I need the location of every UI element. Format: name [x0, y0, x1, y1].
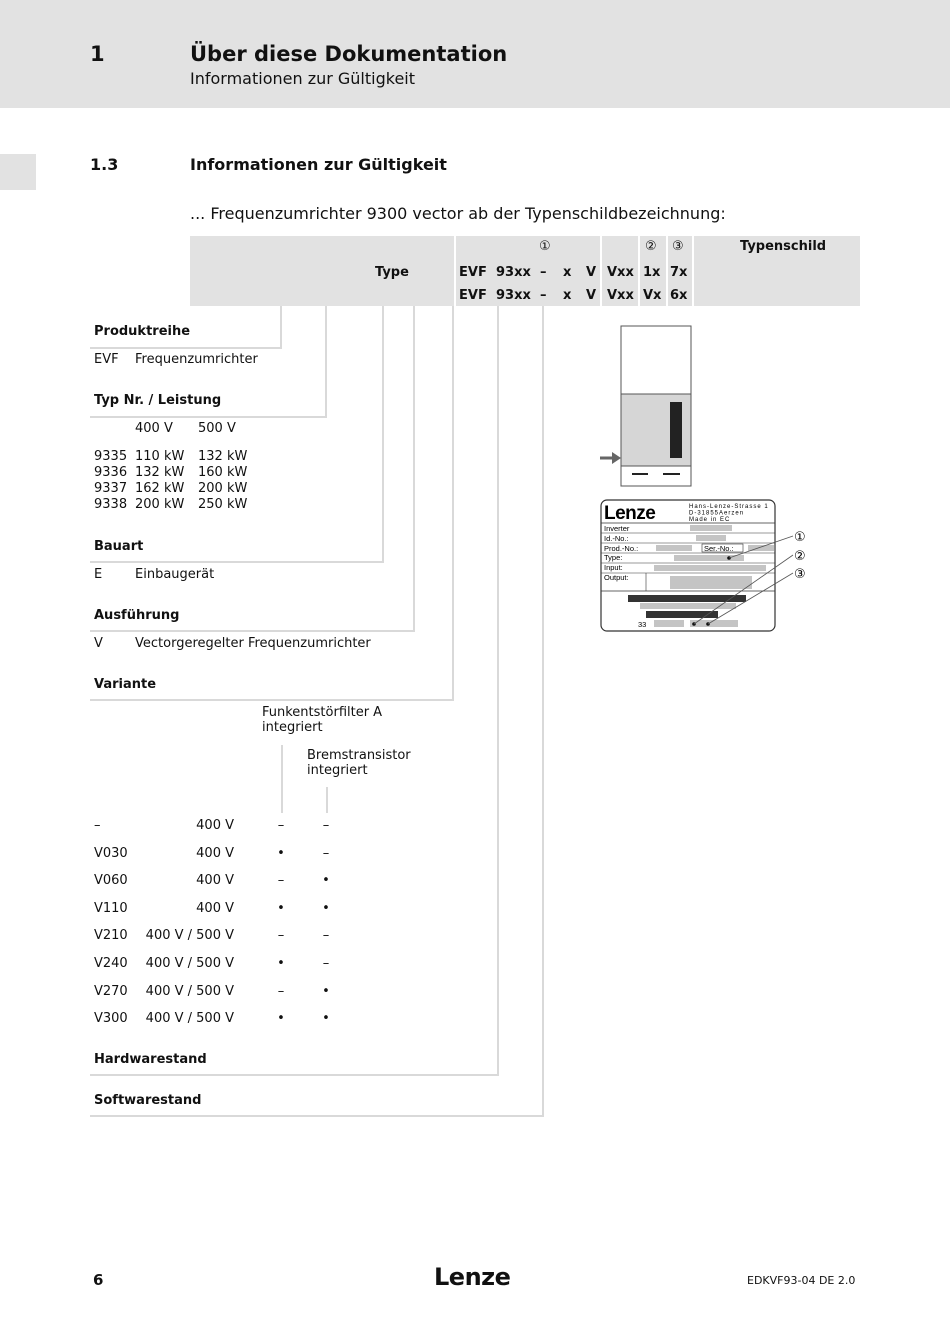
bauart-text: Einbaugerät	[135, 567, 215, 582]
variant-brake: –	[322, 956, 330, 971]
variant-filter: •	[277, 1011, 285, 1026]
typ-power-500: 132 kW	[198, 449, 248, 464]
typ-power-500: 250 kW	[198, 497, 248, 512]
nameplate-arrow-icon	[600, 452, 621, 464]
variant-voltage: 400 V / 500 V	[145, 1011, 234, 1026]
variant-code: V240	[94, 956, 128, 971]
variant-voltage: 400 V	[196, 818, 234, 833]
section-number: 1.3	[90, 155, 119, 174]
bracket-underline-hardware	[90, 1074, 499, 1076]
variante-heading: Variante	[94, 677, 157, 692]
nameplate-ser-no: Ser.-No.:	[704, 544, 734, 553]
variant-voltage: 400 V	[196, 846, 234, 861]
bracket-underline-variante	[90, 699, 454, 701]
type-label: Type	[375, 265, 409, 280]
type-cell: EVF	[459, 265, 487, 280]
nameplate-bottom-code: 33	[638, 620, 647, 629]
filter-label-1: Funkentstörfilter A	[262, 705, 383, 720]
variant-filter: •	[277, 901, 285, 916]
typ-power-500: 160 kW	[198, 465, 248, 480]
bracket-line-typ	[325, 306, 327, 418]
nameplate-field: Id.-No.:	[604, 534, 629, 543]
variant-brake: •	[322, 901, 330, 916]
nameplate-illustration	[598, 497, 814, 635]
produktreihe-code: EVF	[94, 352, 119, 367]
type-cell: 6x	[670, 288, 688, 303]
ausfuehrung-text: Vectorgeregelter Frequenzumrichter	[135, 636, 371, 651]
type-cell: 93xx	[496, 288, 531, 303]
variant-code: V210	[94, 928, 128, 943]
type-cell: 93xx	[496, 265, 531, 280]
marker-1: ①	[539, 239, 551, 254]
type-cell: 7x	[670, 265, 688, 280]
variant-voltage: 400 V	[196, 873, 234, 888]
device-illustration	[596, 324, 696, 490]
type-cell: Vx	[643, 288, 662, 303]
softwarestand-heading: Softwarestand	[94, 1093, 202, 1108]
chapter-title: Über diese Dokumentation	[190, 42, 508, 66]
variant-voltage: 400 V / 500 V	[145, 956, 234, 971]
type-cell: x	[563, 288, 572, 303]
produktreihe-text: Frequenzumrichter	[135, 352, 258, 367]
bracket-line-software	[542, 306, 544, 1117]
variant-filter: –	[277, 873, 285, 888]
variant-voltage: 400 V / 500 V	[145, 928, 234, 943]
typ-col-400v: 400 V	[135, 421, 173, 436]
bracket-line-variante	[452, 306, 454, 701]
variant-brake: •	[322, 984, 330, 999]
hardwarestand-heading: Hardwarestand	[94, 1052, 207, 1067]
variant-code: V060	[94, 873, 128, 888]
variant-filter: •	[277, 846, 285, 861]
variant-filter: •	[277, 956, 285, 971]
typ-heading: Typ Nr. / Leistung	[94, 393, 222, 408]
variant-code: V110	[94, 901, 128, 916]
chapter-subtitle: Informationen zur Gültigkeit	[190, 69, 416, 88]
variant-filter: –	[277, 928, 285, 943]
filter-column-line	[281, 745, 283, 813]
variant-code: V300	[94, 1011, 128, 1026]
variant-code: V270	[94, 984, 128, 999]
ausfuehrung-heading: Ausführung	[94, 608, 180, 623]
chapter-side-tab	[0, 154, 36, 190]
type-cell: x	[563, 265, 572, 280]
typ-number: 9337	[94, 481, 128, 496]
type-cell: V	[586, 288, 597, 303]
variant-voltage: 400 V	[196, 901, 234, 916]
type-cell: –	[540, 265, 547, 280]
bracket-line-hardware	[497, 306, 499, 1076]
type-cell: Vxx	[607, 288, 634, 303]
page-number: 6	[93, 1271, 104, 1289]
callout-3: ③	[794, 567, 806, 582]
typ-number: 9335	[94, 449, 128, 464]
variant-filter: –	[277, 818, 285, 833]
bracket-underline-software	[90, 1115, 544, 1117]
marker-3: ③	[672, 239, 684, 254]
lead-text: ... Frequenzumrichter 9300 vector ab der Typenschildbezeichnung:	[190, 204, 726, 223]
nameplate-address: Hans-Lenze-Strasse 1	[689, 504, 769, 510]
nameplate-field: Prod.-No.:	[604, 544, 639, 553]
brake-label-1: Bremstransistor	[307, 748, 411, 763]
bauart-heading: Bauart	[94, 539, 144, 554]
nameplate-field: Output:	[604, 573, 629, 582]
chapter-number: 1	[90, 42, 105, 66]
nameplate-field: Type:	[604, 553, 623, 562]
typ-power-500: 200 kW	[198, 481, 248, 496]
device-display-slot	[670, 402, 682, 458]
section-title: Informationen zur Gültigkeit	[190, 155, 447, 174]
brake-column-line	[326, 787, 328, 813]
bracket-line-produktreihe	[280, 306, 282, 349]
bracket-underline-ausfuehrung	[90, 630, 415, 632]
filter-label-2: integriert	[262, 720, 323, 735]
typ-power-400: 132 kW	[135, 465, 185, 480]
type-cell: Vxx	[607, 265, 634, 280]
typenschild-label: Typenschild	[740, 239, 827, 254]
variant-brake: –	[322, 846, 330, 861]
type-cell: V	[586, 265, 597, 280]
type-cell: EVF	[459, 288, 487, 303]
bracket-underline-bauart	[90, 561, 384, 563]
variant-brake: –	[322, 928, 330, 943]
bracket-line-ausfuehrung	[413, 306, 415, 632]
type-cell: –	[540, 288, 547, 303]
bauart-code: E	[94, 567, 103, 582]
ausfuehrung-code: V	[94, 636, 103, 651]
nameplate-logo: Lenze	[604, 503, 656, 524]
brake-label-2: integriert	[307, 763, 368, 778]
variant-code: V030	[94, 846, 128, 861]
bracket-line-bauart	[382, 306, 384, 563]
bracket-underline-produktreihe	[90, 347, 282, 349]
type-cell: 1x	[643, 265, 661, 280]
typ-power-400: 200 kW	[135, 497, 185, 512]
nameplate-field: Inverter	[604, 524, 630, 533]
typ-col-500v: 500 V	[198, 421, 236, 436]
footer-logo: Lenze	[434, 1263, 511, 1291]
document-id: EDKVF93-04 DE 2.0	[747, 1274, 856, 1287]
type-table-left	[190, 236, 454, 306]
produktreihe-heading: Produktreihe	[94, 324, 191, 339]
variant-brake: •	[322, 1011, 330, 1026]
typ-power-400: 162 kW	[135, 481, 185, 496]
nameplate-address: Made in EC	[689, 517, 731, 523]
variant-voltage: 400 V / 500 V	[145, 984, 234, 999]
callout-2: ②	[794, 549, 806, 564]
callout-1: ①	[794, 530, 806, 545]
typ-power-400: 110 kW	[135, 449, 185, 464]
typ-number: 9336	[94, 465, 128, 480]
variant-brake: •	[322, 873, 330, 888]
bracket-underline-typ	[90, 416, 327, 418]
nameplate-address: D-31855Aerzen	[689, 510, 745, 517]
marker-2: ②	[645, 239, 657, 254]
variant-brake: –	[322, 818, 330, 833]
typ-number: 9338	[94, 497, 128, 512]
variant-code: –	[94, 818, 101, 833]
nameplate-field: Input:	[604, 563, 623, 572]
variant-filter: –	[277, 984, 285, 999]
